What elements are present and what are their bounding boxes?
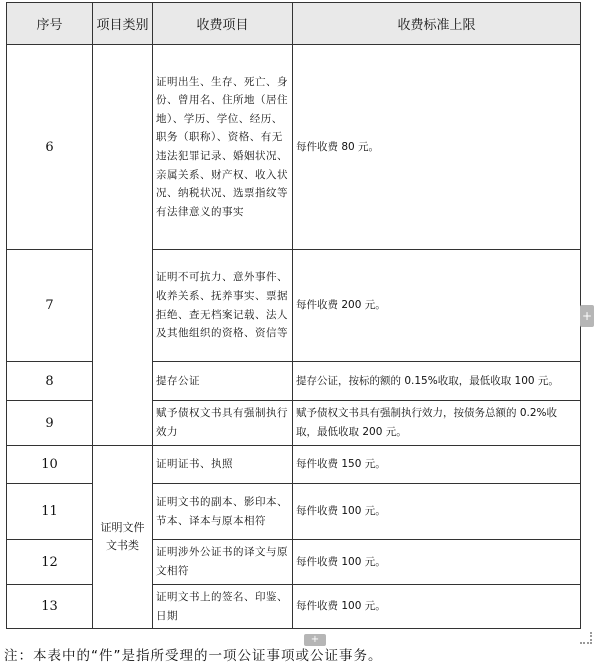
- header-standard: 收费标准上限: [293, 3, 581, 45]
- row-number: 11: [7, 484, 93, 540]
- fee-item: 提存公证: [153, 362, 293, 401]
- fee-standard: 每件收费 100 元。: [293, 540, 581, 585]
- row-number: 13: [7, 585, 93, 629]
- fee-item: 证明出生、生存、死亡、身份、曾用名、住所地（居住地）、学历、学位、经历、职务（职称）、资格、有无违法犯罪记录、婚姻状况、亲属关系、财产权、收入状况、纳税状况、选票指纹等有法律意义的事实: [153, 45, 293, 250]
- fee-item: 证明文书上的签名、印鉴、日期: [153, 585, 293, 629]
- fee-standard: 每件收费 80 元。: [293, 45, 581, 250]
- row-number: 12: [7, 540, 93, 585]
- table-header-row: [7, 3, 581, 45]
- row-number: 9: [7, 401, 93, 446]
- fee-standard: 每件收费 100 元。: [293, 484, 581, 540]
- fee-standard: 每件收费 150 元。: [293, 446, 581, 484]
- table-row: [7, 446, 581, 484]
- row-number: 7: [7, 250, 93, 362]
- row-number: 6: [7, 45, 93, 250]
- fee-item: 证明不可抗力、意外事件、收养关系、抚养事实、票据拒绝、查无档案记载、法人及其他组织的资格、资信等: [153, 250, 293, 362]
- fee-standard: 每件收费 200 元。: [293, 250, 581, 362]
- header-category: 项目类别: [93, 3, 153, 45]
- fee-item: 证明涉外公证书的译文与原文相符: [153, 540, 293, 585]
- row-number: 8: [7, 362, 93, 401]
- expand-bottom-button[interactable]: +: [304, 634, 326, 646]
- fee-item: 赋予债权文书具有强制执行效力: [153, 401, 293, 446]
- table-footnote: 注：本表中的“件”是指所受理的一项公证事项或公证事务。: [4, 648, 383, 664]
- fee-standard: 每件收费 100 元。: [293, 585, 581, 629]
- resize-grip-icon[interactable]: [580, 632, 592, 644]
- expand-right-button[interactable]: +: [580, 305, 594, 327]
- category-cell-2: 证明文件文书类: [93, 446, 153, 629]
- fee-standard: 赋予债权文书具有强制执行效力，按债务总额的 0.2%收取，最低收取 200 元。: [293, 401, 581, 446]
- row-number: 10: [7, 446, 93, 484]
- table-row: [7, 45, 581, 250]
- header-item: 收费项目: [153, 3, 293, 45]
- fee-standard: 提存公证，按标的额的 0.15%收取，最低收取 100 元。: [293, 362, 581, 401]
- fee-item: 证明证书、执照: [153, 446, 293, 484]
- header-no: 序号: [7, 3, 93, 45]
- fee-item: 证明文书的副本、影印本、节本、译本与原本相符: [153, 484, 293, 540]
- fee-table: [6, 2, 581, 629]
- category-cell-1: [93, 45, 153, 446]
